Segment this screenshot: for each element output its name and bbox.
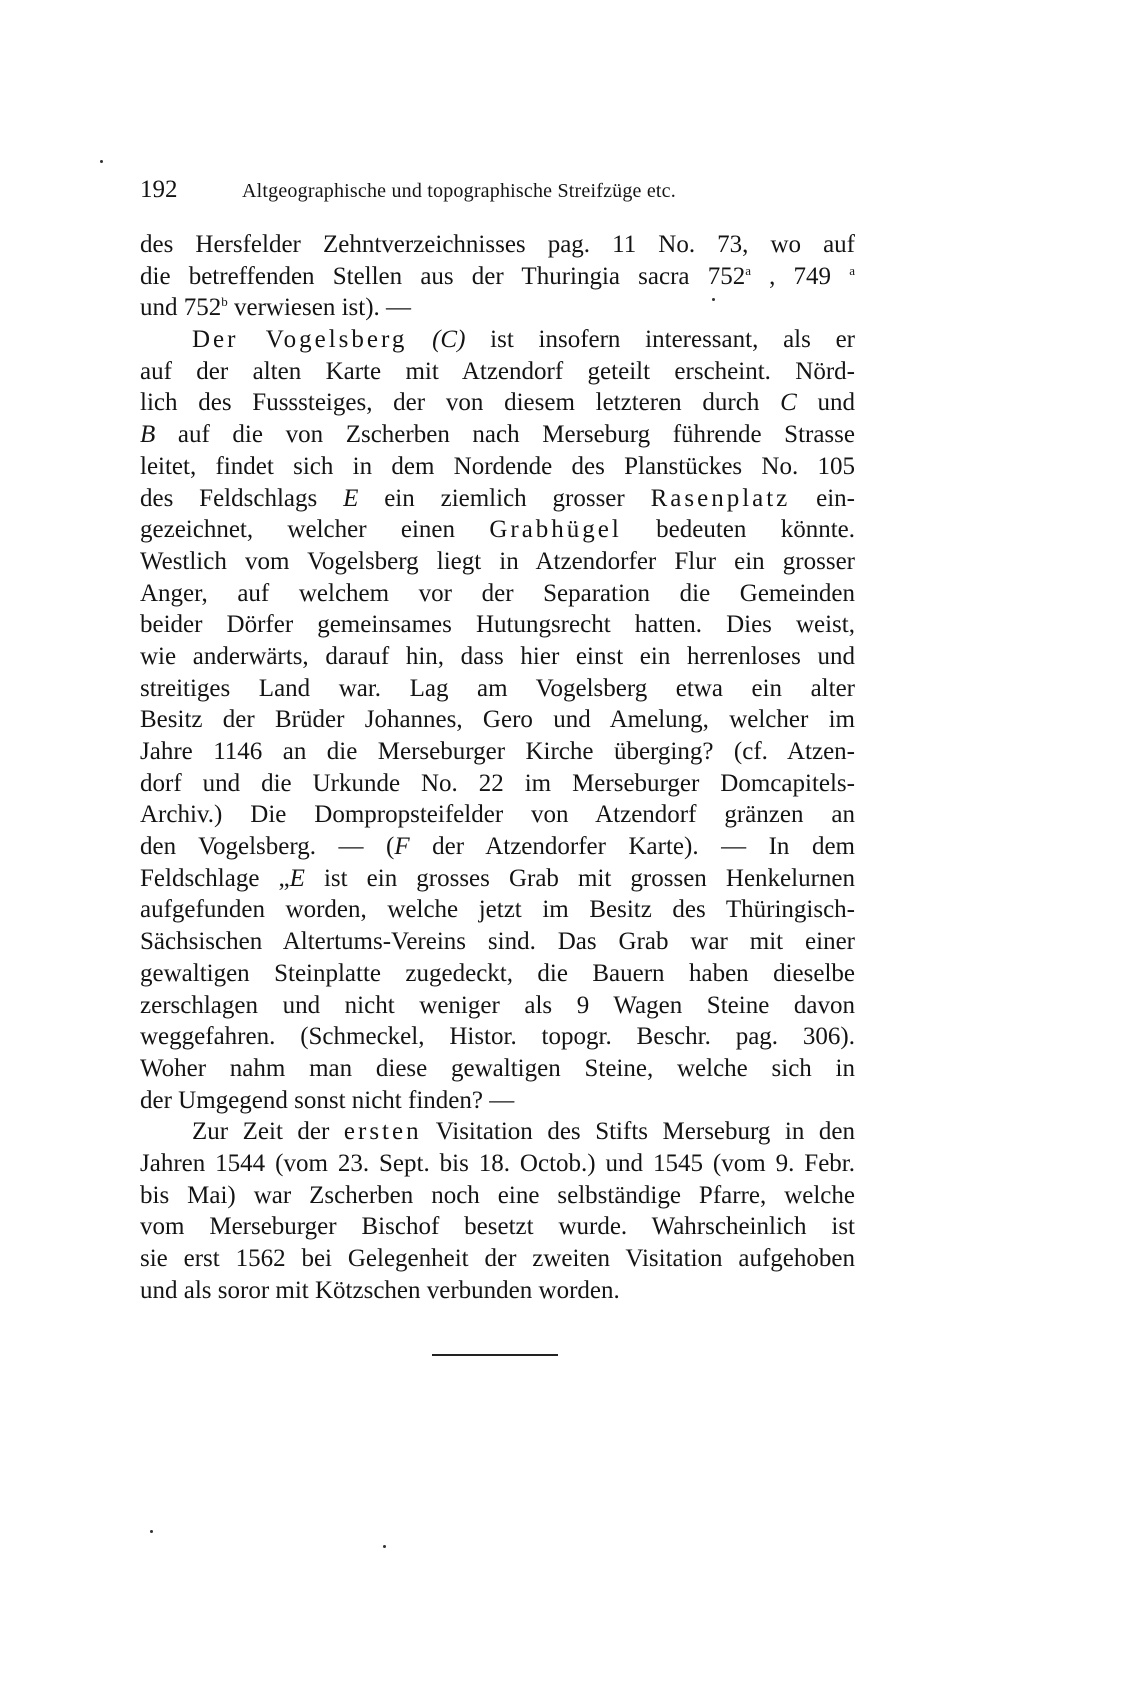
text-segment: bis Mai) war Zscherben noch eine selbständige Pfarre, welche [140, 1181, 855, 1209]
text-segment: die betreffenden Stellen aus der Thuringia sacra 752 [140, 262, 746, 290]
text-segment: und [796, 389, 856, 417]
text-line [140, 324, 855, 356]
text-segment: E [343, 484, 359, 512]
text-segment: ist insofern interessant, als er [465, 326, 855, 354]
text-segment: Anger, auf welchem vor der Separation die Gemeinden [140, 579, 855, 607]
text-line [140, 704, 855, 736]
text-segment: Visitation des Stifts Merseburg in den [421, 1118, 856, 1146]
text-line [140, 799, 855, 831]
text-line [140, 578, 855, 610]
text-line [140, 894, 855, 926]
text-line [140, 1243, 855, 1275]
text-segment: wie anderwärts, darauf hin, dass hier einst ein herrenloses und [140, 642, 855, 670]
text-line [140, 641, 855, 673]
text-line [140, 1053, 855, 1085]
text-segment: Jahren 1544 (vom 23. Sept. bis 18. Octob.) und 1545 (vom 9. Febr. [140, 1149, 855, 1177]
running-title: Altgeographische und topographische Streifzüge etc. [242, 180, 676, 202]
text-segment: ist ein grosses Grab mit grossen Henkelurnen [304, 864, 855, 892]
text-line [140, 483, 855, 515]
scan-speck [712, 298, 715, 301]
paragraph [140, 1116, 855, 1306]
text-segment: Woher nahm man diese gewaltigen Steine, welche sich in [140, 1054, 855, 1082]
text-segment: Rasenplatz [650, 484, 791, 512]
text-segment: dorf und die Urkunde No. 22 im Merseburger Domcapitels- [140, 769, 855, 797]
text-segment: sie erst 1562 bei Gelegenheit der zweiten Visitation aufgehoben [140, 1245, 855, 1272]
text-line [140, 863, 855, 895]
text-line [140, 958, 855, 990]
text-line [140, 419, 855, 451]
text-segment: bedeuten könnte. [621, 516, 855, 544]
scan-speck [100, 160, 103, 163]
text-segment: und 752 [140, 294, 222, 322]
text-segment: Feldschlage „ [140, 864, 290, 892]
text-line [140, 1180, 855, 1212]
text-segment: vom Merseburger Bischof besetzt wurde. Wahrscheinlich ist [140, 1213, 855, 1241]
superscript: a [849, 262, 856, 278]
text-segment: und als soror mit Kötzschen verbunden worden. [140, 1276, 620, 1304]
text-segment [407, 326, 432, 353]
text-segment: beider Dörfer gemeinsames Hutungsrecht hatten. Dies weist, [140, 611, 855, 639]
text-line [140, 926, 855, 958]
text-segment: Jahre 1146 an die Merseburger Kirche überging? (cf. Atzen- [140, 738, 855, 765]
text-line [140, 1116, 855, 1148]
page-number: 192 [140, 176, 178, 203]
scan-speck [383, 1545, 386, 1548]
text-segment: des Feldschlags [140, 484, 344, 512]
text-segment: B [140, 421, 156, 449]
paragraph [140, 229, 855, 324]
text-segment: leitet, findet sich in dem Nordende des Planstückes No. 105 [140, 452, 855, 480]
text-segment: streitiges Land war. Lag am Vogelsberg etwa ein alter [140, 674, 855, 702]
text-line [140, 1021, 855, 1053]
text-segment: zerschlagen und nicht weniger als 9 Wagen Steine davon [140, 991, 855, 1019]
text-segment: auf die von Zscherben nach Merseburg führende Strasse [155, 421, 855, 449]
text-segment: (C) [432, 326, 466, 354]
text-segment: Westlich vom Vogelsberg liegt in Atzendorfer Flur ein grosser [140, 547, 855, 575]
text-segment: aufgefunden worden, welche jetzt im Besitz des Thüringisch- [140, 896, 855, 924]
text-segment: verwiesen ist). — [227, 294, 412, 322]
text-line [140, 1211, 855, 1243]
text-segment: Zur Zeit der [192, 1118, 344, 1146]
text-segment: Archiv.) Die Dompropsteifelder von Atzendorf gränzen an [140, 801, 855, 829]
text-segment: den Vogelsberg. — ( [140, 833, 395, 861]
text-line [140, 673, 855, 705]
text-line [140, 1148, 855, 1180]
text-segment: lich des Fusssteiges, der von diesem letzteren durch [140, 389, 781, 417]
text-line [140, 1275, 855, 1307]
text-segment: F [394, 833, 410, 861]
text-segment: ein- [790, 484, 855, 512]
text-segment: Besitz der Brüder Johannes, Gero und Amelung, welcher im [140, 706, 855, 734]
text-segment: gewaltigen Steinplatte zugedeckt, die Bauern haben dieselbe [140, 959, 855, 987]
text-segment: E [289, 864, 305, 892]
text-line [140, 356, 855, 388]
end-rule [432, 1354, 558, 1356]
text-segment: der Umgegend sonst nicht finden? — [140, 1086, 515, 1114]
body-text [140, 229, 855, 1306]
text-segment: auf der alten Karte mit Atzendorf geteilt erscheint. Nörd- [140, 357, 855, 385]
text-segment: weggefahren. (Schmeckel, Histor. topogr. Beschr. pag. 306). [140, 1023, 855, 1051]
text-segment: Sächsischen Altertums-Vereins sind. Das Grab war mit einer [140, 928, 855, 956]
text-line [140, 261, 855, 293]
text-line [140, 387, 855, 419]
text-line [140, 990, 855, 1022]
text-line [140, 229, 855, 261]
text-segment: Grabhügel [489, 516, 622, 544]
text-line [140, 546, 855, 578]
text-segment: C [780, 389, 797, 417]
text-segment: ein ziemlich grosser [358, 484, 651, 512]
text-line [140, 514, 855, 546]
superscript: a [745, 262, 751, 278]
paragraph [140, 324, 855, 1116]
text-line [140, 451, 855, 483]
text-segment: , 749 [750, 262, 850, 290]
superscript: b [221, 294, 228, 310]
text-line [140, 292, 855, 324]
text-line [140, 609, 855, 641]
text-line [140, 1085, 855, 1117]
text-line [140, 736, 855, 768]
text-segment: gezeichnet, welcher einen [140, 516, 490, 544]
running-header [140, 176, 855, 208]
text-line [140, 768, 855, 800]
text-segment: ersten [343, 1118, 422, 1146]
scan-speck [150, 1530, 153, 1533]
text-segment: Der Vogelsberg [192, 326, 408, 354]
text-line [140, 831, 855, 863]
text-segment: des Hersfelder Zehntverzeichnisses pag. 11 No. 73, wo auf [140, 231, 855, 258]
text-segment: der Atzendorfer Karte). — In dem [409, 833, 855, 861]
